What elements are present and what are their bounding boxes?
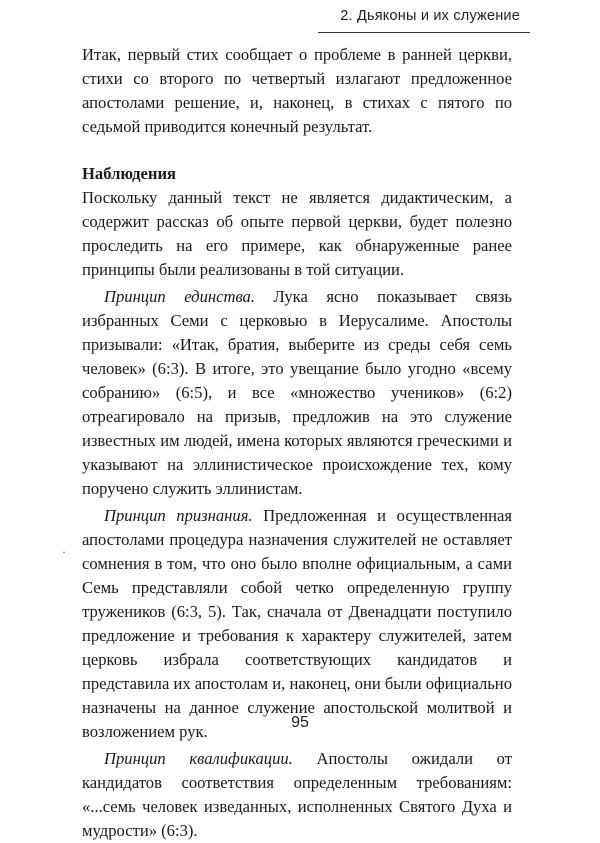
section-heading: Наблюдения xyxy=(82,164,176,183)
paragraph-unity xyxy=(82,285,512,501)
paragraph-qualification xyxy=(82,747,512,843)
section-body xyxy=(82,186,512,843)
opening-paragraph: Поскольку данный текст не является дидактическим, а содержит рассказ об опыте первой церкви, будет полезно проследить на его примере, как обнаруженные ранее принципы были реализованы в той ситуации. xyxy=(82,188,512,279)
header-rule xyxy=(318,32,530,33)
page-number: 95 xyxy=(291,714,309,731)
running-head: 2. Дьяконы и их служение xyxy=(340,8,520,24)
paragraph-lead: Принцип признания. xyxy=(104,506,253,525)
paragraph-text: Лука ясно показывает связь избранных Семи с церковью в Иерусалиме. Апостолы призывали: «Итак, братия, выберите из среды себя семь человек» (6:3). В итоге, это увещание было угодно «всему собранию» (6:5), и все «множество учеников» (6:2) отреагировало на призыв, предложив на это служение известных им людей, имена которых являются греческими и указывают на эллинистическое происхождение тех, кому поручено служить эллинистам. xyxy=(82,287,512,498)
intro-text: Итак, первый стих сообщает о проблеме в ранней церкви, стихи со второго по четвертый излагают предложенное апостолами решение, и, наконец, в стихах с пятого по седьмой приводится конечный результат. xyxy=(82,45,512,136)
paragraph-lead: Принцип квалификации. xyxy=(104,749,293,768)
paragraph-text: Предложенная и осуществленная апостолами процедура назначения служителей не оставляет сомнения в том, что оно было вполне официальным, а сами Семь представляли собой четко определенную группу тружеников (6:3, 5). Так, сначала от Двенадцати поступило предложение и требования к характеру служителей, затем церковь избрала соответствующих кандидатов и представила их апостолам и, наконец, они были официально назначены на данное служение апостольской молитвой и возложением рук. xyxy=(82,506,512,741)
paragraph-lead: Принцип единства. xyxy=(104,287,255,306)
intro-paragraph xyxy=(82,43,512,139)
paragraph-text: Апостолы ожидали от кандидатов соответствия определенным требованиям: «...семь человек изведанных, исполненных Святого Духа и мудрости» (6:3). xyxy=(82,749,512,840)
paragraph-recognition xyxy=(82,504,512,744)
margin-mark: · xyxy=(62,545,66,559)
